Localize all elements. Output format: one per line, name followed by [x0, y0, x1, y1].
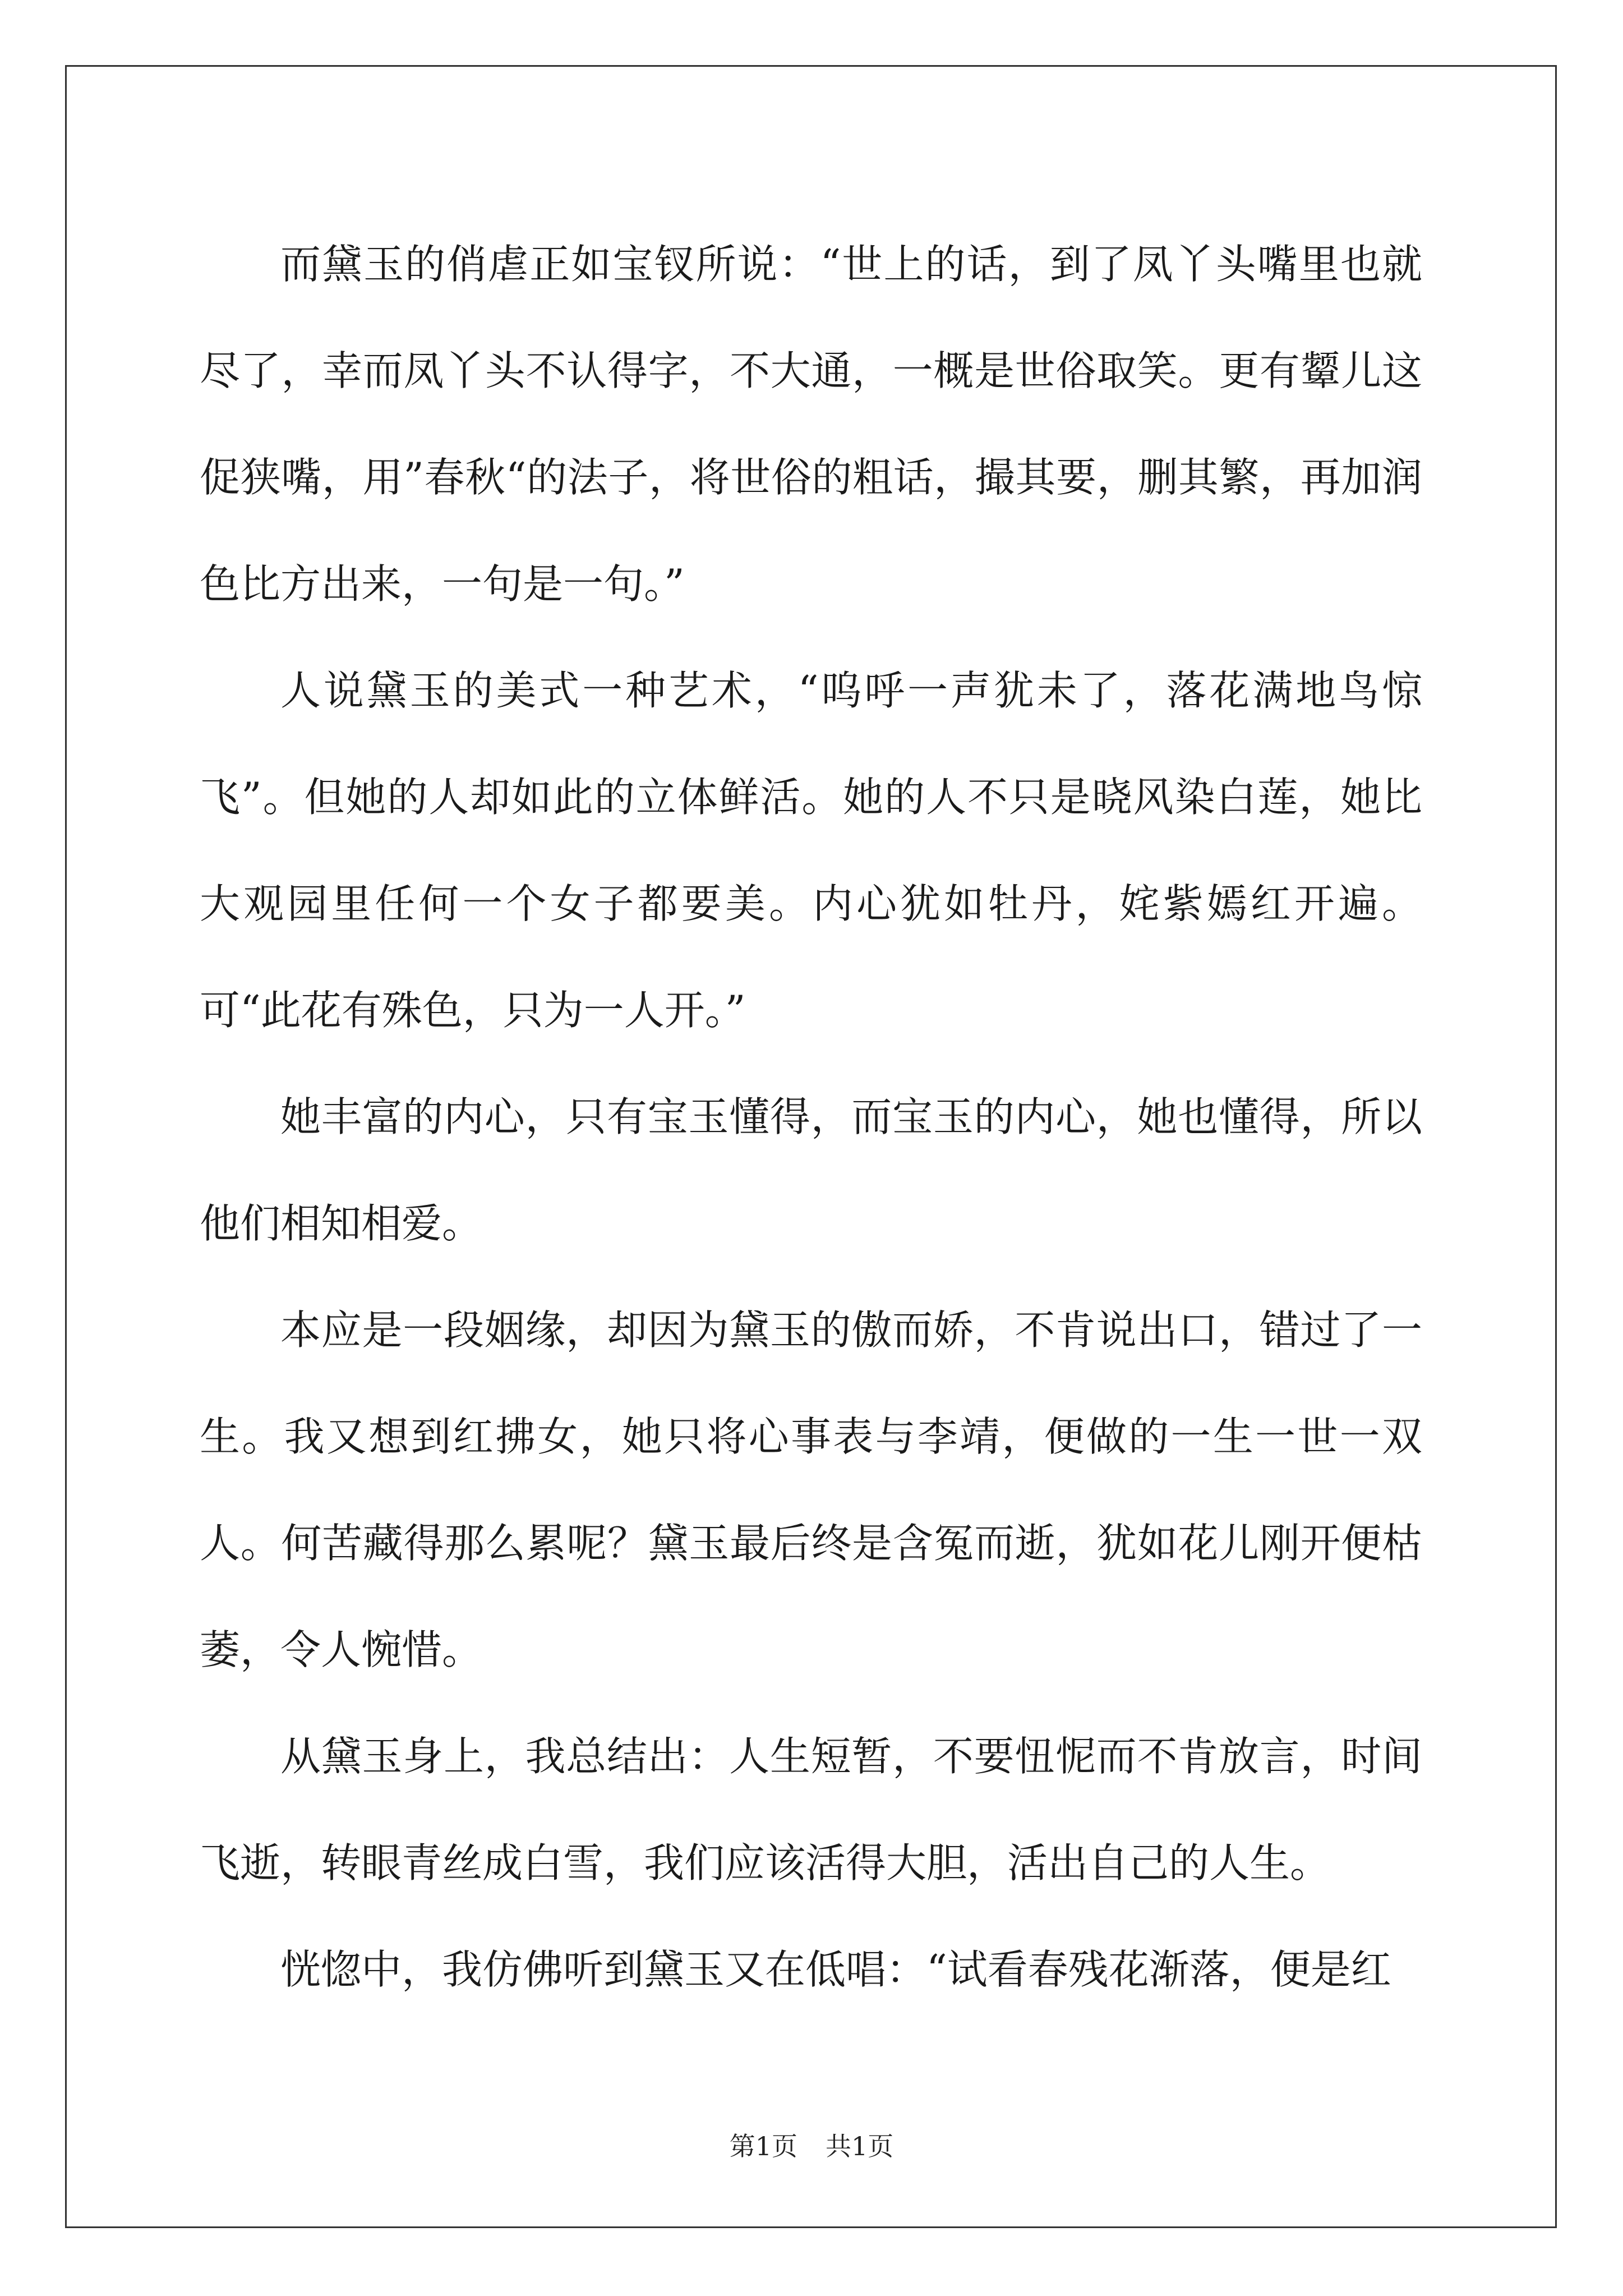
paragraph: 本应是一段姻缘，却因为黛玉的傲而娇，不肯说出口，错过了一生。我又想到红拂女，她只将心事表与李靖，便做的一生一世一双人。何苦藏得那么累呢？黛玉最后终是含冤而逝，犹如花儿刚开便枯萎，令人惋惜。	[200, 1306, 1422, 1673]
paragraph: 她丰富的内心，只有宝玉懂得，而宝玉的内心，她也懂得，所以他们相知相爱。	[200, 1093, 1422, 1247]
document-body	[200, 211, 1422, 2023]
page-number-current: 第1页	[729, 2131, 797, 2161]
paragraph: 人说黛玉的美式一种艺术，“呜呼一声犹未了，落花满地鸟惊飞”。但她的人却如此的立体鲜活。她的人不只是晓风染白莲，她比大观园里任何一个女子都要美。内心犹如牡丹，姹紫嫣红开遍。可“此花有殊色，只为一人开。”	[200, 667, 1422, 1034]
paragraph: 从黛玉身上，我总结出：人生短暂，不要忸怩而不肯放言，时间飞逝，转眼青丝成白雪，我们应该活得大胆，活出自己的人生。	[200, 1733, 1422, 1887]
paragraph: 而黛玉的俏虐正如宝钗所说：“世上的话，到了凤丫头嘴里也就尽了，幸而凤丫头不认得字，不大通，一概是世俗取笑。更有颦儿这促狭嘴，用”春秋“的法子，将世俗的粗话，撮其要，删其繁，再加润色比方出来，一句是一句。”	[200, 241, 1422, 608]
page-number-total: 共1页	[826, 2131, 894, 2161]
page-footer	[0, 2126, 1623, 2163]
paragraph: 恍惚中，我仿佛听到黛玉又在低唱：“试看春残花渐落，便是红	[280, 1946, 1391, 1993]
